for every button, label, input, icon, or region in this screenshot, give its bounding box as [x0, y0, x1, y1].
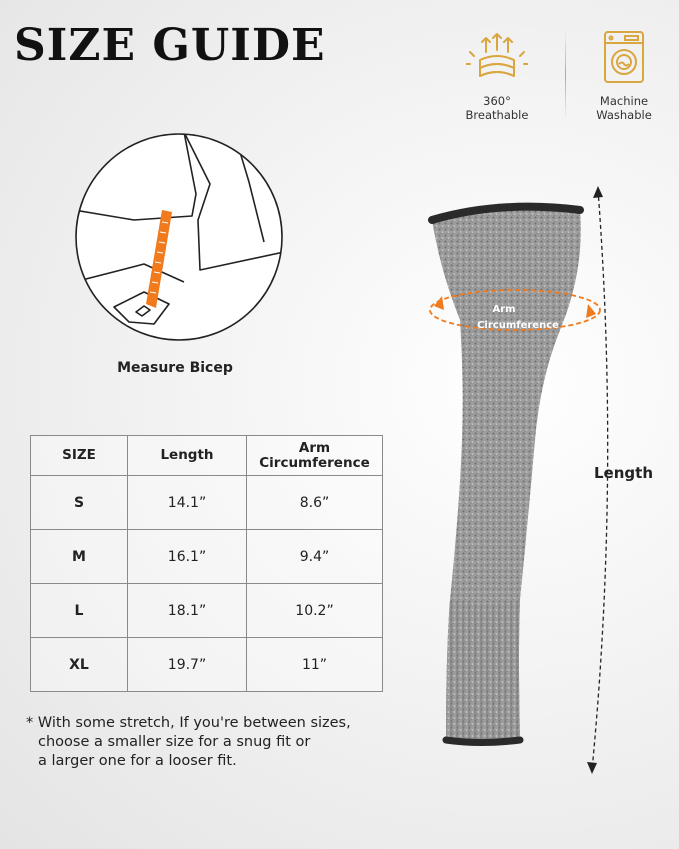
note-line: choose a smaller size for a snug fit or — [38, 734, 311, 750]
length-cell: 19.7” — [128, 638, 247, 692]
header-length: Length — [128, 436, 247, 476]
arm-sleeve-illustration — [420, 180, 620, 780]
feature-line1: Machine — [599, 94, 649, 108]
breathable-fabric-icon — [466, 30, 528, 88]
measure-bicep-caption: Measure Bicep — [117, 360, 233, 376]
table-header-row — [31, 436, 383, 476]
size-cell: L — [31, 584, 128, 638]
feature-breathable — [447, 30, 547, 122]
size-cell: M — [31, 530, 128, 584]
feature-line1: 360° — [483, 94, 511, 108]
feature-line2: Breathable — [465, 108, 529, 122]
note-line: a larger one for a looser fit. — [38, 753, 237, 769]
arm-label-line2: Circumference — [477, 320, 559, 331]
sleeve-ribbed-cuff — [446, 600, 520, 743]
feature-divider — [565, 30, 566, 120]
circumference-cell: 9.4” — [247, 530, 383, 584]
bicep-illustration — [74, 132, 284, 342]
washing-machine-icon — [593, 30, 655, 88]
feature-line2: Washable — [596, 108, 652, 122]
circumference-cell: 8.6” — [247, 476, 383, 530]
header-arm-line1: Arm — [298, 439, 331, 456]
circumference-arrowhead — [586, 304, 596, 318]
length-cell: 16.1” — [128, 530, 247, 584]
sizing-note — [26, 714, 426, 771]
table-row — [31, 638, 383, 692]
feature-washable — [574, 30, 674, 122]
page-title: SIZE GUIDE — [14, 20, 326, 71]
length-cell: 14.1” — [128, 476, 247, 530]
header-arm-circumference — [247, 436, 383, 476]
header-size: SIZE — [31, 436, 128, 476]
size-cell: S — [31, 476, 128, 530]
note-line: * With some stretch, If you're between sizes, — [26, 715, 351, 731]
header-arm-line2: Circumference — [259, 454, 370, 471]
circumference-cell: 10.2” — [247, 584, 383, 638]
size-cell: XL — [31, 638, 128, 692]
arm-label-line1: Arm — [492, 304, 516, 315]
sleeve-bottom-hem — [446, 740, 520, 743]
circumference-arrowhead — [434, 296, 444, 310]
table-row — [31, 584, 383, 638]
length-cell: 18.1” — [128, 584, 247, 638]
size-table — [30, 435, 383, 692]
table-row — [31, 530, 383, 584]
length-label: Length — [594, 464, 653, 482]
circumference-cell: 11” — [247, 638, 383, 692]
table-row — [31, 476, 383, 530]
